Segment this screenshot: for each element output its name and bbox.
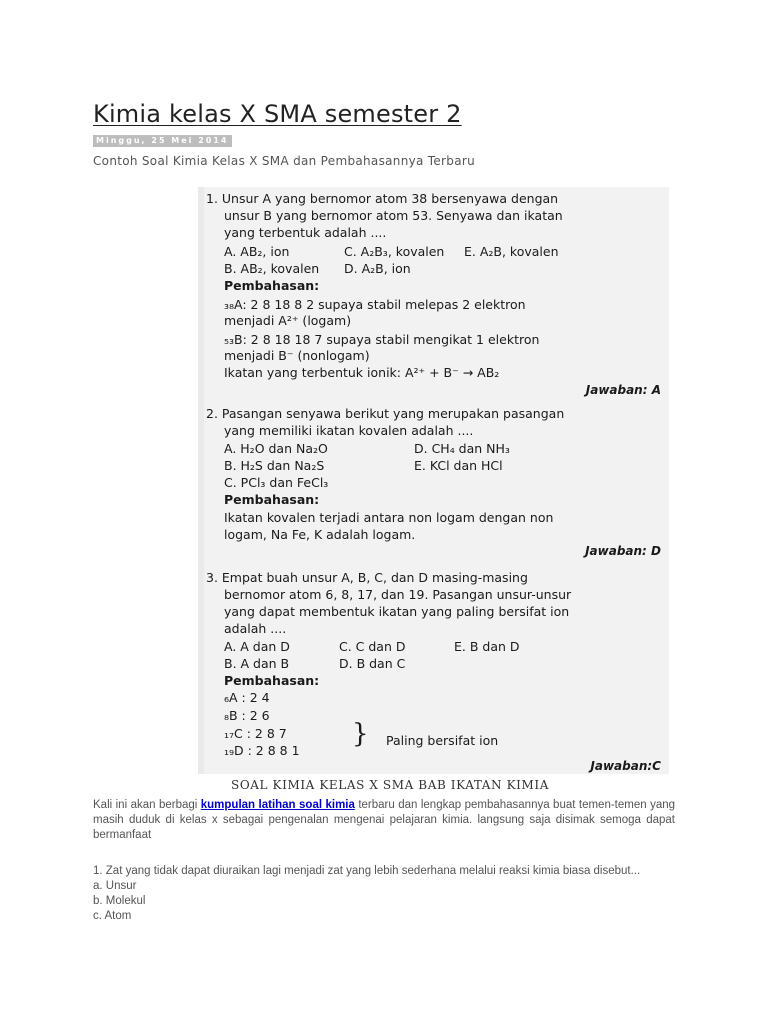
q2-expl-2: logam, Na Fe, K adalah logam.: [224, 527, 416, 542]
intro-paragraph: [93, 798, 675, 843]
post-subtitle: Contoh Soal Kimia Kelas X SMA dan Pembahasannya Terbaru: [93, 154, 475, 168]
q2-line2: yang memiliki ikatan kovalen adalah ....: [224, 423, 474, 438]
q2-line1: 2. Pasangan senyawa berikut yang merupakan pasangan: [206, 406, 565, 421]
q3-line3: yang dapat membentuk ikatan yang paling bersifat ion: [224, 604, 570, 619]
question-1-text: 1. Zat yang tidak dapat diuraikan lagi menjadi zat yang lebih sederhana melalui reaksi kimia biasa disebut...: [93, 865, 641, 877]
q3-opt-a: A. A dan D: [224, 639, 290, 654]
q3-config-b: ₈B : 2 6: [224, 708, 270, 723]
question-1-option-b: b. Molekul: [93, 895, 146, 907]
scanned-worksheet: [204, 187, 669, 774]
question-1: [93, 864, 675, 924]
q3-line4: adalah ....: [224, 621, 287, 636]
q3-opt-c: C. C dan D: [339, 639, 406, 654]
q3-opt-b: B. A dan B: [224, 656, 290, 671]
q1-opt-d: D. A₂B, ion: [344, 261, 411, 276]
q2-opt-a: A. H₂O dan Na₂O: [224, 441, 328, 456]
q3-line2: bernomor atom 6, 8, 17, dan 19. Pasangan unsur-unsur: [224, 587, 572, 602]
q3-config-d: ₁₉D : 2 8 8 1: [224, 743, 300, 758]
q1-expl-3: ₅₃B: 2 8 18 18 7 supaya stabil mengikat 1 elektron: [224, 332, 540, 347]
q3-line1: 3. Empat buah unsur A, B, C, dan D masing-masing: [206, 570, 528, 585]
post-date: Minggu, 25 Mei 2014: [93, 135, 232, 147]
q1-expl-4: menjadi B⁻ (nonlogam): [224, 348, 370, 363]
q1-opt-b: B. AB₂, kovalen: [224, 261, 320, 276]
q3-pembahasan-label: Pembahasan:: [224, 673, 320, 688]
figure-caption: SOAL KIMIA KELAS X SMA BAB IKATAN KIMIA: [231, 778, 549, 792]
question-1-option-a: a. Unsur: [93, 880, 137, 892]
q3-config-c: ₁₇C : 2 8 7: [224, 726, 287, 741]
q2-expl-1: Ikatan kovalen terjadi antara non logam dengan non: [224, 510, 554, 525]
q3-opt-e: E. B dan D: [454, 639, 520, 654]
intro-text-before: Kali ini akan berbagi: [93, 799, 201, 811]
q2-opt-e: E. KCl dan HCl: [414, 458, 503, 473]
q1-line2: unsur B yang bernomor atom 53. Senyawa dan ikatan: [224, 208, 563, 223]
q2-answer: Jawaban: D: [585, 544, 661, 558]
question-1-option-c: c. Atom: [93, 910, 132, 922]
worksheet-image: [198, 187, 668, 774]
q1-expl-5: Ikatan yang terbentuk ionik: A²⁺ + B⁻ → AB₂: [224, 365, 500, 380]
q1-pembahasan-label: Pembahasan:: [224, 278, 320, 293]
q1-opt-e: E. A₂B, kovalen: [464, 244, 559, 259]
q1-line3: yang terbentuk adalah ....: [224, 225, 387, 240]
q2-pembahasan-label: Pembahasan:: [224, 492, 320, 507]
q1-opt-a: A. AB₂, ion: [224, 244, 290, 259]
q1-expl-2: menjadi A²⁺ (logam): [224, 313, 352, 328]
q1-expl-1: ₃₈A: 2 8 18 8 2 supaya stabil melepas 2 elektron: [224, 297, 526, 312]
q1-answer: Jawaban: A: [585, 383, 661, 397]
intro-text-after: terbaru dan lengkap pembahasannya buat temen-temen yang masih duduk di kelas x sebagai pengenalan mengenai pelajaran kimia. langsung saja disimak semoga dapat bermanfaat: [93, 799, 676, 841]
kumpulan-soal-link[interactable]: kumpulan latihan soal kimia: [200, 799, 355, 811]
q1-opt-c: C. A₂B₃, kovalen: [344, 244, 445, 259]
q3-paling-label: Paling bersifat ion: [386, 733, 499, 748]
q3-answer: Jawaban:C: [590, 759, 661, 773]
q2-opt-c: C. PCl₃ dan FeCl₃: [224, 475, 329, 490]
q2-opt-d: D. CH₄ dan NH₃: [414, 441, 510, 456]
q2-opt-b: B. H₂S dan Na₂S: [224, 458, 325, 473]
q1-line1: 1. Unsur A yang bernomor atom 38 bersenyawa dengan: [206, 191, 559, 206]
post-title[interactable]: Kimia kelas X SMA semester 2: [93, 100, 462, 128]
q3-config-a: ₆A : 2 4: [224, 690, 270, 705]
q3-opt-d: D. B dan C: [339, 656, 406, 671]
grouping-brace: }: [352, 719, 369, 749]
